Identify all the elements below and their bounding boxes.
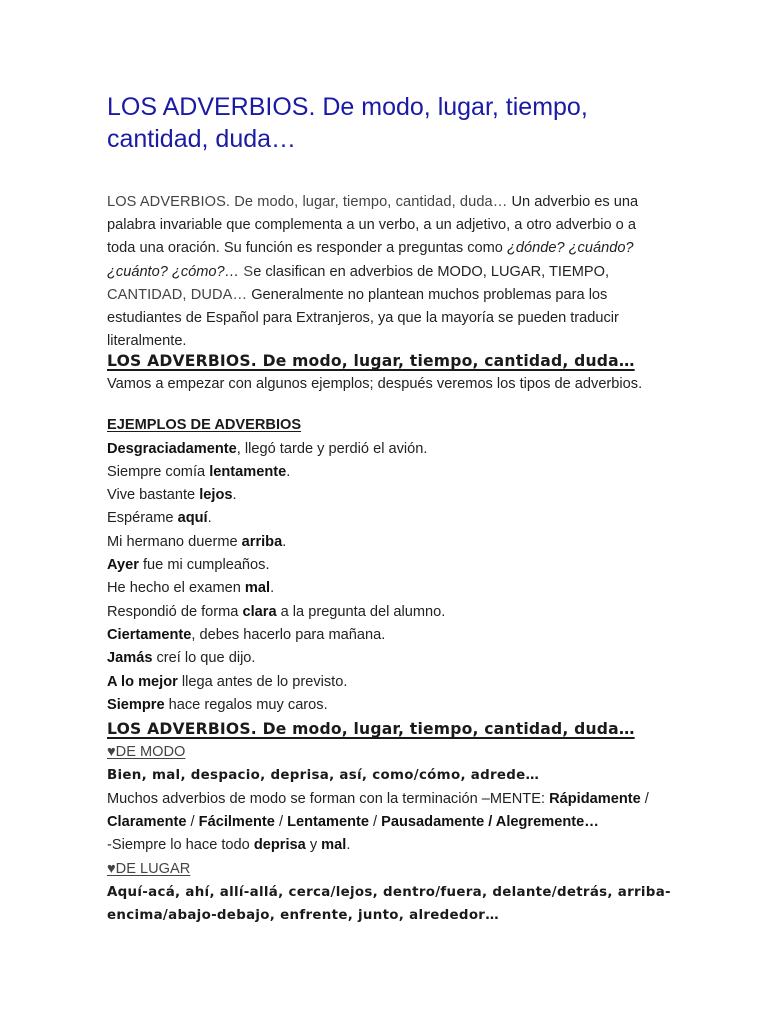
intro-body-1: Un adverbio es una palabra invariable que complementa a un verbo, a un adjetivo, a otro adverbio o a toda una oración. Su función es responder a preguntas como bbox=[107, 194, 639, 257]
intro-body-4: Generalmente no plantean muchos problemas para los estudiantes de Español para Extranjeros, ya que la mayoría se pueden traducir literalmente. bbox=[107, 286, 619, 350]
mente-intro: Muchos adverbios de modo se forman con la terminación –MENTE: bbox=[107, 790, 550, 807]
example-text: Siempre comía bbox=[107, 463, 210, 480]
section-heading-1: LOS ADVERBIOS. De modo, lugar, tiempo, cantidad, duda… bbox=[107, 352, 635, 370]
category-modo-label: ♥DE MODO bbox=[107, 744, 186, 761]
intro-paragraph bbox=[107, 191, 667, 353]
example-text: -Siempre lo hace todo bbox=[107, 837, 254, 854]
example-adverb: arriba bbox=[241, 533, 283, 550]
mente-example: Pausadamente / Alegremente… bbox=[381, 814, 599, 831]
example-line bbox=[107, 507, 672, 530]
example-text: . bbox=[232, 487, 237, 504]
separator: / bbox=[369, 814, 382, 831]
document-title: LOS ADVERBIOS. De modo, lugar, tiempo, cantidad, duda… bbox=[107, 93, 588, 153]
example-adverb: aquí bbox=[177, 510, 208, 527]
example-text: . bbox=[346, 837, 351, 854]
example-adverb: lentamente bbox=[209, 463, 287, 480]
intro-questions: ¿dónde? ¿cuándo? ¿cuánto? ¿cómo?… bbox=[107, 240, 634, 280]
lugar-adverb-list: Aquí-acá, ahí, allí-allá, cerca/lejos, dentro/fuera, delante/detrás, arriba-encima/abajo-debajo, enfrente, junto, alrededor… bbox=[107, 884, 671, 924]
example-line bbox=[107, 624, 672, 647]
separator: / bbox=[640, 790, 649, 807]
example-adverb: mal bbox=[321, 837, 347, 854]
example-line bbox=[107, 438, 672, 461]
example-text: y bbox=[305, 837, 322, 854]
mente-example: Fácilmente bbox=[198, 814, 275, 831]
example-text: Mi hermano duerme bbox=[107, 533, 242, 550]
example-text: . bbox=[270, 580, 275, 597]
category-lugar-label: ♥DE LUGAR bbox=[107, 860, 191, 877]
example-line bbox=[107, 647, 672, 670]
intro-lead: LOS ADVERBIOS. De modo, lugar, tiempo, cantidad, duda… bbox=[107, 194, 508, 210]
example-line bbox=[107, 531, 672, 554]
example-text: hace regalos muy caros. bbox=[164, 696, 328, 713]
examples-title: EJEMPLOS DE ADVERBIOS bbox=[107, 417, 302, 434]
example-text: . bbox=[207, 510, 212, 527]
spacer bbox=[107, 396, 672, 414]
example-line bbox=[107, 461, 672, 484]
example-line bbox=[107, 554, 672, 577]
example-text: He hecho el examen bbox=[107, 580, 245, 597]
modo-mente-paragraph bbox=[107, 788, 672, 835]
example-adverb: mal bbox=[244, 580, 271, 597]
example-adverb: clara bbox=[242, 603, 277, 620]
intro-s: S bbox=[239, 263, 254, 280]
example-adverb: Jamás bbox=[107, 650, 153, 667]
separator: / bbox=[274, 814, 288, 831]
intro-body-2: e clasifican en adverbios de MODO, LUGAR, TIEMPO, bbox=[253, 263, 610, 280]
example-text: . bbox=[282, 533, 287, 550]
example-text: fue mi cumpleaños. bbox=[138, 557, 270, 574]
example-adverb: A lo mejor bbox=[107, 673, 178, 690]
separator: / bbox=[186, 814, 199, 831]
modo-adverb-list: Bien, mal, despacio, deprisa, así, como/cómo, adrede… bbox=[107, 768, 540, 784]
example-line bbox=[107, 577, 672, 600]
example-line bbox=[107, 484, 672, 507]
mente-example: Rápidamente bbox=[549, 790, 641, 807]
main-content bbox=[107, 349, 672, 928]
example-text: Espérame bbox=[107, 510, 178, 527]
example-line bbox=[107, 671, 672, 694]
example-adverb: Ayer bbox=[107, 557, 139, 574]
example-text: a la pregunta del alumno. bbox=[276, 603, 446, 620]
example-line bbox=[107, 694, 672, 717]
example-text: llega antes de lo previsto. bbox=[177, 673, 348, 690]
example-text: Respondió de forma bbox=[107, 603, 243, 620]
mente-example: Claramente bbox=[107, 814, 187, 831]
example-text: , debes hacerlo para mañana. bbox=[191, 626, 386, 643]
example-adverb: Siempre bbox=[107, 696, 165, 713]
example-line bbox=[107, 601, 672, 624]
intro-body-3: CANTIDAD, DUDA… bbox=[107, 286, 248, 303]
modo-example-line bbox=[107, 834, 672, 857]
mente-example: Lentamente bbox=[287, 814, 369, 831]
lead-line: Vamos a empezar con algunos ejemplos; después veremos los tipos de adverbios. bbox=[107, 376, 643, 392]
example-text: creí lo que dijo. bbox=[152, 650, 256, 667]
section-heading-2: LOS ADVERBIOS. De modo, lugar, tiempo, cantidad, duda… bbox=[107, 720, 635, 739]
example-text: Vive bastante bbox=[107, 487, 200, 504]
example-adverb: deprisa bbox=[253, 837, 306, 854]
example-text: . bbox=[286, 463, 291, 480]
example-text: , llegó tarde y perdió el avión. bbox=[236, 440, 428, 457]
example-adverb: Ciertamente bbox=[107, 626, 192, 643]
example-adverb: lejos bbox=[199, 487, 233, 504]
example-adverb: Desgraciadamente bbox=[107, 440, 237, 457]
